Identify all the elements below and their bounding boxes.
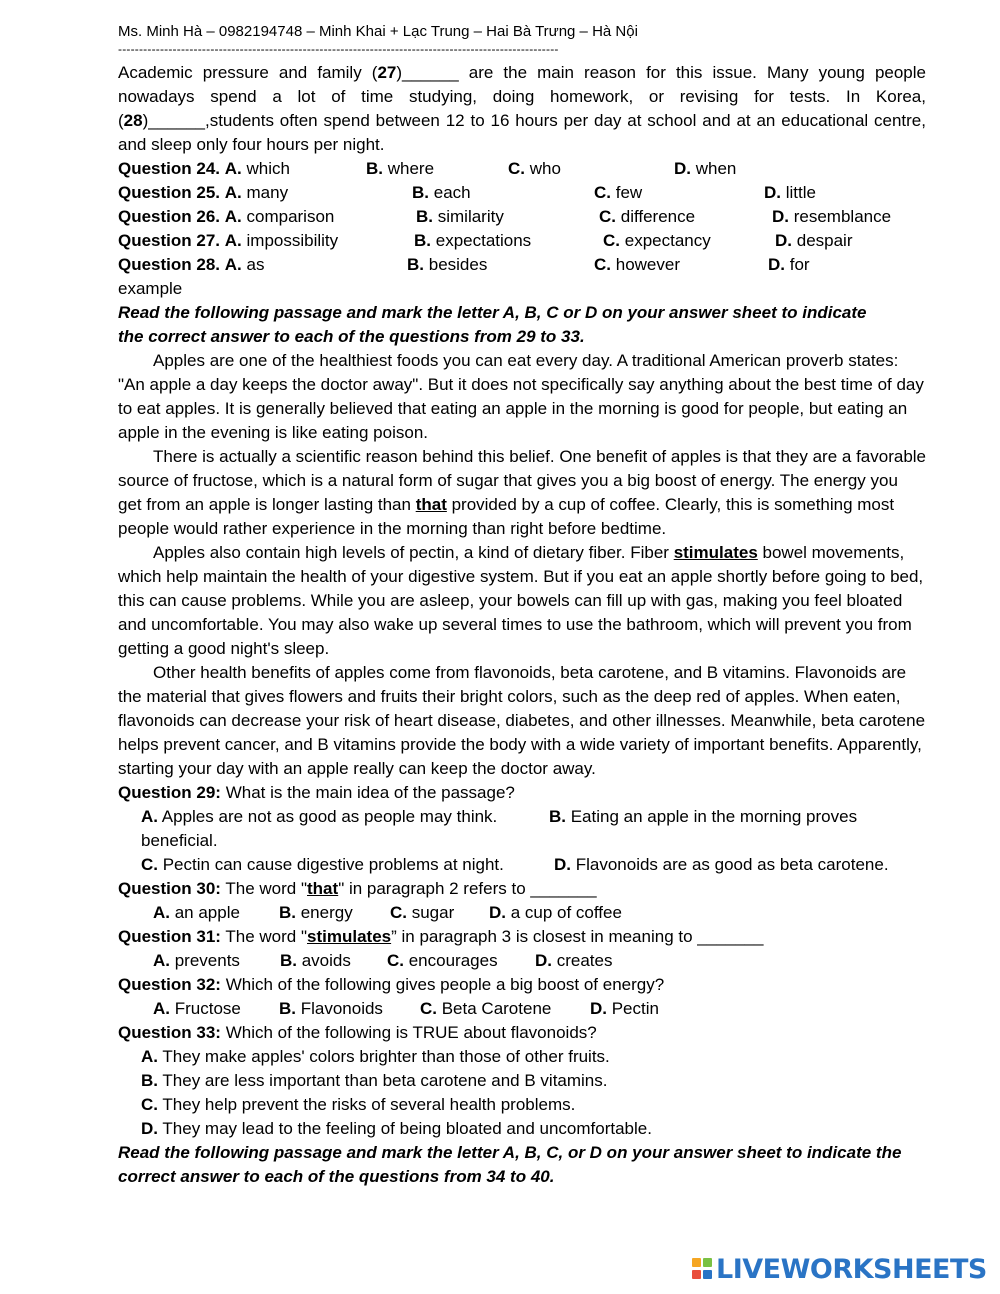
option-letter[interactable]: B. bbox=[412, 183, 429, 202]
option-d[interactable] bbox=[590, 997, 659, 1021]
instruction-34-40: Read the following passage and mark the letter A, B, C, or D on your answer sheet to indicate the correct answer to each of the questions from 34 to 40. bbox=[118, 1143, 902, 1186]
logo-text: LIVEWORKSHEETS bbox=[716, 1254, 987, 1285]
option-c[interactable] bbox=[420, 997, 590, 1021]
option-b[interactable]: expectations bbox=[435, 231, 532, 250]
option-b-continuation[interactable]: beneficial. bbox=[141, 831, 218, 850]
option-c[interactable] bbox=[118, 1093, 926, 1117]
option-text[interactable]: energy bbox=[296, 903, 353, 922]
option-text[interactable]: Pectin can cause digestive problems at night. bbox=[158, 855, 504, 874]
option-a[interactable] bbox=[153, 997, 279, 1021]
option-text[interactable]: Eating an apple in the morning proves bbox=[566, 807, 858, 826]
option-b[interactable] bbox=[280, 949, 387, 973]
liveworksheets-logo-icon bbox=[692, 1256, 714, 1284]
option-text[interactable]: an apple bbox=[170, 903, 240, 922]
keyword-that: that bbox=[307, 879, 339, 898]
option-letter[interactable]: B. bbox=[549, 807, 566, 826]
question-28 bbox=[118, 253, 926, 277]
passage-text: There is actually a scientific reason behind this belief. One benefit of apples is that they are a favorable source of fructose, which is a natural form of sugar that gives you a big boost of energy. The energy you get from an apple is longer lasting than bbox=[118, 447, 927, 514]
question-26 bbox=[118, 205, 926, 229]
option-a[interactable] bbox=[153, 949, 280, 973]
option-c[interactable]: however bbox=[615, 255, 680, 274]
option-b[interactable] bbox=[279, 997, 420, 1021]
keyword-stimulates: stimulates bbox=[307, 927, 392, 946]
option-text[interactable]: Beta Carotene bbox=[437, 999, 552, 1018]
question-stem: Which of the following is TRUE about flavonoids? bbox=[220, 1023, 597, 1042]
blank-number-27: 27 bbox=[377, 63, 397, 82]
option-a[interactable]: as bbox=[246, 255, 265, 274]
question-label: Question 33: bbox=[118, 1023, 221, 1042]
option-letter[interactable]: D. bbox=[535, 951, 552, 970]
option-text[interactable]: prevents bbox=[170, 951, 240, 970]
option-letter[interactable]: D. bbox=[775, 231, 792, 250]
option-letter[interactable]: A. bbox=[153, 951, 170, 970]
question-label: Question 27. bbox=[118, 231, 221, 250]
question-label: Question 30: bbox=[118, 879, 221, 898]
option-d[interactable] bbox=[554, 853, 889, 877]
option-letter[interactable]: C. bbox=[387, 951, 404, 970]
question-25 bbox=[118, 181, 926, 205]
option-text[interactable]: Pectin bbox=[607, 999, 659, 1018]
option-text[interactable]: They may lead to the feeling of being bloated and uncomfortable. bbox=[158, 1119, 652, 1138]
option-letter[interactable]: D. bbox=[674, 159, 691, 178]
option-text[interactable]: Flavonoids are as good as beta carotene. bbox=[571, 855, 889, 874]
question-stem: Which of the following gives people a big boost of energy? bbox=[220, 975, 665, 994]
option-b[interactable] bbox=[118, 1069, 926, 1093]
question-29 bbox=[118, 781, 926, 877]
question-27 bbox=[118, 229, 926, 253]
option-letter[interactable]: B. bbox=[280, 951, 297, 970]
option-letter[interactable]: C. bbox=[141, 855, 158, 874]
question-30 bbox=[118, 877, 926, 925]
option-text[interactable]: a cup of coffee bbox=[506, 903, 622, 922]
option-b[interactable]: similarity bbox=[437, 207, 504, 226]
option-letter[interactable]: D. bbox=[489, 903, 506, 922]
option-a[interactable] bbox=[118, 1045, 926, 1069]
option-letter[interactable]: C. bbox=[420, 999, 437, 1018]
option-letter[interactable]: D. bbox=[554, 855, 571, 874]
passage-text: provided by a cup of coffee. Clearly, this is something most people would rather experience in the morning than right before bedtime. bbox=[118, 495, 895, 538]
option-text[interactable]: Apples are not as good as people may think. bbox=[158, 807, 498, 826]
question-stem: ” in paragraph 3 is closest in meaning to _______ bbox=[391, 927, 764, 946]
option-c[interactable] bbox=[387, 949, 535, 973]
option-c[interactable]: expectancy bbox=[624, 231, 711, 250]
liveworksheets-logo[interactable] bbox=[692, 1254, 987, 1285]
option-c[interactable]: who bbox=[529, 159, 561, 178]
question-label: Question 28. bbox=[118, 255, 221, 274]
option-c[interactable]: few bbox=[615, 183, 643, 202]
question-stem: The word " bbox=[220, 879, 308, 898]
option-c[interactable] bbox=[141, 853, 554, 877]
option-letter[interactable]: C. bbox=[594, 183, 611, 202]
passage-paragraph-1: Apples are one of the healthiest foods you can eat every day. A traditional American proverb states: "An apple a day keeps the doctor away". But it does not specifically say anything about the best time of day to eat apples. It is generally believed that eating an apple in the morning is good for people, but eating an apple in the evening is like eating poison. bbox=[118, 351, 924, 442]
option-d[interactable]: resemblance bbox=[793, 207, 892, 226]
question-stem: What is the main idea of the passage? bbox=[220, 783, 515, 802]
question-31 bbox=[118, 925, 926, 973]
option-letter[interactable]: B. bbox=[279, 903, 296, 922]
question-label: Question 32: bbox=[118, 975, 221, 994]
cloze-paragraph bbox=[118, 61, 926, 157]
question-label: Question 29: bbox=[118, 783, 221, 802]
option-d[interactable] bbox=[118, 1117, 926, 1141]
option-text[interactable]: They are less important than beta carotene and B vitamins. bbox=[158, 1071, 608, 1090]
option-letter[interactable]: B. bbox=[414, 231, 431, 250]
keyword-that: that bbox=[415, 495, 447, 514]
option-letter[interactable]: B. bbox=[407, 255, 424, 274]
option-letter[interactable]: A. bbox=[224, 255, 242, 274]
option-d[interactable]: despair bbox=[796, 231, 853, 250]
passage-text: bowel movements, which help maintain the health of your digestive system. But if you eat an apple shortly before going to bed, this can cause problems. While you are asleep, your bowels can fill up with gas, making you feel bloated and uncomfortable. You may also wake up several times to use the bathroom, which will prevent you from getting a good night's sleep. bbox=[118, 543, 924, 658]
option-letter[interactable]: D. bbox=[764, 183, 781, 202]
option-letter[interactable]: B. bbox=[416, 207, 433, 226]
option-a[interactable]: impossibility bbox=[246, 231, 339, 250]
option-a[interactable]: comparison bbox=[246, 207, 335, 226]
option-text[interactable]: They make apples' colors brighter than those of other fruits. bbox=[158, 1047, 610, 1066]
option-text[interactable]: avoids bbox=[297, 951, 351, 970]
cloze-text: )______,students often spend between 12 to 16 hours per day at school and at an educational centre, and sleep only four hours per night. bbox=[118, 111, 926, 154]
question-33 bbox=[118, 1021, 926, 1141]
option-b[interactable]: besides bbox=[428, 255, 488, 274]
question-label: Question 25. bbox=[118, 183, 221, 202]
worksheet-page bbox=[118, 20, 926, 1189]
question-label: Question 31: bbox=[118, 927, 221, 946]
option-b[interactable] bbox=[549, 805, 857, 829]
option-letter[interactable]: A. bbox=[224, 183, 242, 202]
option-text[interactable]: sugar bbox=[407, 903, 455, 922]
option-d-continuation: example bbox=[118, 279, 183, 298]
option-letter[interactable]: B. bbox=[279, 999, 296, 1018]
option-letter[interactable]: C. bbox=[390, 903, 407, 922]
option-letter[interactable]: C. bbox=[599, 207, 616, 226]
option-b[interactable]: where bbox=[387, 159, 435, 178]
blank-number-28: 28 bbox=[123, 111, 143, 130]
option-letter[interactable]: D. bbox=[590, 999, 607, 1018]
option-a[interactable] bbox=[141, 805, 549, 829]
option-b[interactable]: each bbox=[433, 183, 471, 202]
option-b[interactable] bbox=[279, 901, 390, 925]
option-letter[interactable]: A. bbox=[141, 807, 158, 826]
option-letter[interactable]: B. bbox=[366, 159, 383, 178]
question-stem: The word " bbox=[220, 927, 308, 946]
option-letter[interactable]: A. bbox=[224, 207, 242, 226]
option-a[interactable] bbox=[153, 901, 279, 925]
question-32 bbox=[118, 973, 926, 1021]
option-letter[interactable]: D. bbox=[772, 207, 789, 226]
question-24 bbox=[118, 157, 926, 181]
option-letter[interactable]: A. bbox=[153, 903, 170, 922]
option-letter[interactable]: D. bbox=[768, 255, 785, 274]
option-text[interactable]: Fructose bbox=[170, 999, 241, 1018]
option-a[interactable]: which bbox=[246, 159, 290, 178]
instruction-29-33: Read the following passage and mark the letter A, B, C or D on your answer sheet to indicate the correct answer to each of the questions from 29 to 33. bbox=[118, 303, 867, 346]
option-letter[interactable]: C. bbox=[508, 159, 525, 178]
option-text[interactable]: Flavonoids bbox=[296, 999, 383, 1018]
question-label: Question 24. bbox=[118, 159, 221, 178]
cloze-text: Academic pressure and family ( bbox=[118, 63, 378, 82]
option-letter[interactable]: D. bbox=[141, 1119, 158, 1138]
option-text[interactable]: creates bbox=[552, 951, 613, 970]
option-a[interactable]: many bbox=[246, 183, 289, 202]
passage-paragraph-3 bbox=[118, 541, 926, 661]
option-d[interactable]: little bbox=[785, 183, 816, 202]
option-d[interactable]: for bbox=[789, 255, 810, 274]
option-d[interactable] bbox=[489, 901, 622, 925]
cloze-text: )______ are the main reason for this issue. Many young people nowadays spend a lot of time studying, doing homework, or revising for tests. In Korea, ( bbox=[118, 63, 926, 130]
page-header: Ms. Minh Hà – 0982194748 – Minh Khai + Lạc Trung – Hai Bà Trưng – Hà Nội bbox=[118, 23, 638, 40]
option-c[interactable]: difference bbox=[620, 207, 696, 226]
option-letter[interactable]: A. bbox=[153, 999, 170, 1018]
passage-text: Apples also contain high levels of pectin, a kind of dietary fiber. Fiber bbox=[153, 543, 674, 562]
option-letter[interactable]: A. bbox=[141, 1047, 158, 1066]
option-text[interactable]: They help prevent the risks of several health problems. bbox=[158, 1095, 576, 1114]
option-d[interactable]: when bbox=[695, 159, 737, 178]
option-text[interactable]: encourages bbox=[404, 951, 498, 970]
option-letter[interactable]: B. bbox=[141, 1071, 158, 1090]
option-letter[interactable]: C. bbox=[603, 231, 620, 250]
option-letter[interactable]: C. bbox=[141, 1095, 158, 1114]
option-c[interactable] bbox=[390, 901, 489, 925]
question-stem: " in paragraph 2 refers to _______ bbox=[338, 879, 597, 898]
question-label: Question 26. bbox=[118, 207, 221, 226]
header-divider: --------------------------------------------------------------------------------------------------------- bbox=[118, 44, 559, 54]
option-d[interactable] bbox=[535, 949, 612, 973]
option-letter[interactable]: A. bbox=[224, 159, 242, 178]
passage-paragraph-2 bbox=[118, 445, 926, 541]
option-letter[interactable]: A. bbox=[224, 231, 242, 250]
option-letter[interactable]: C. bbox=[594, 255, 611, 274]
passage-paragraph-4: Other health benefits of apples come from flavonoids, beta carotene, and B vitamins. Flavonoids are the material that gives flowers and fruits their bright colors, such as the deep red of apples. When eaten, flavonoids can decrease your risk of heart disease, diabetes, and other illnesses. Meanwhile, beta carotene helps prevent cancer, and B vitamins provide the body with a wide variety of important benefits. Apparently, starting your day with an apple really can keep the doctor away. bbox=[118, 663, 926, 778]
keyword-stimulates: stimulates bbox=[673, 543, 758, 562]
